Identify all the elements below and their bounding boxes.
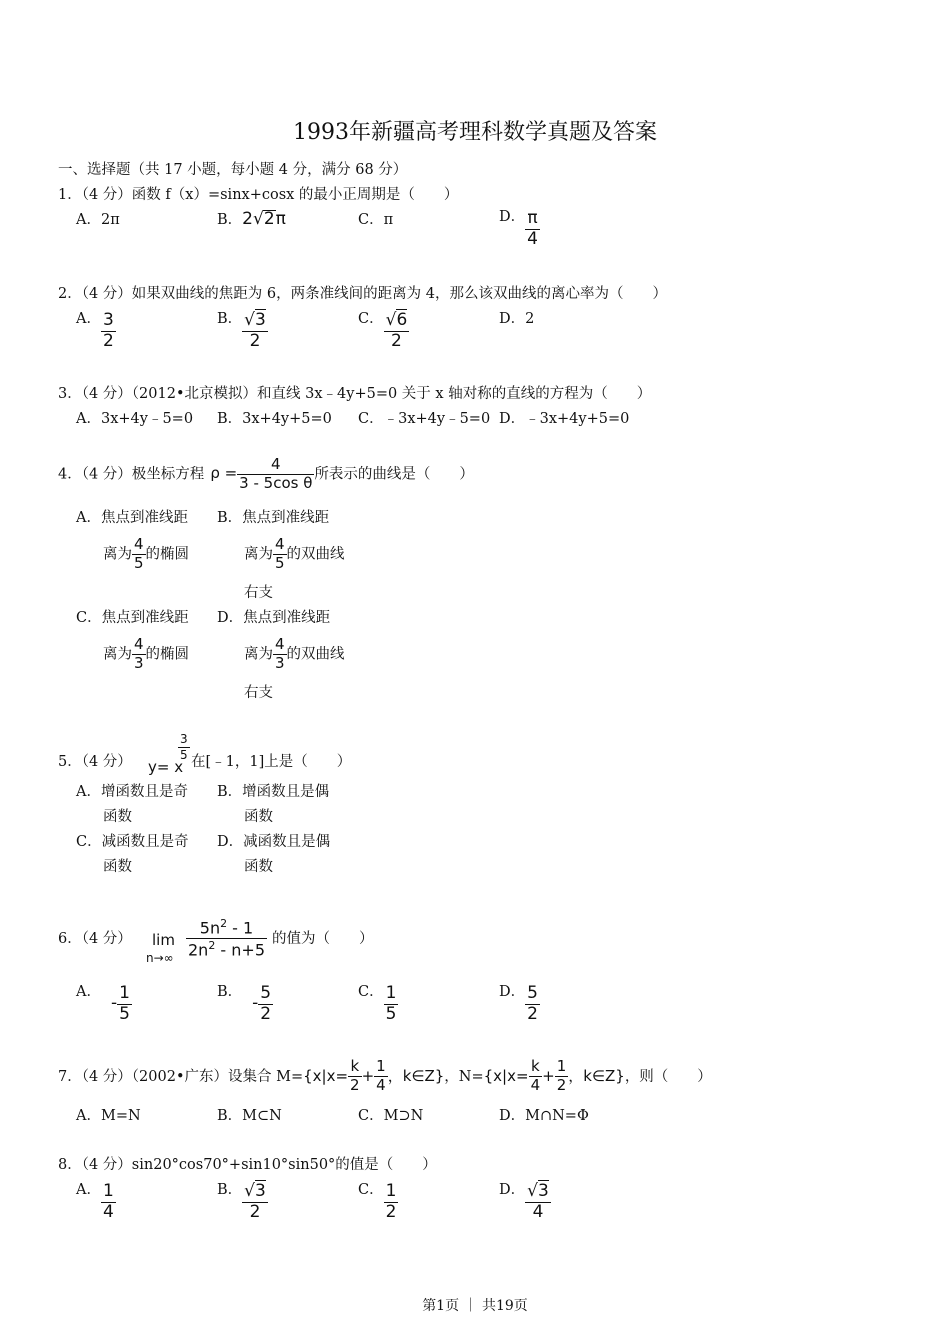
q8-option-d: D． $\frac{√3}{4}$ <box>499 1181 549 1222</box>
q3-option-a: A．3x+4y﹣5=0 <box>76 411 194 427</box>
q1-option-c: C．π <box>358 212 394 228</box>
q4-option-c-line1: C．焦点到准线距 <box>76 610 189 626</box>
q8-option-a: A． $\frac{1}{4}$ <box>76 1181 114 1222</box>
q2-option-b: B． $\frac{√3}{2}$ <box>217 310 266 351</box>
q1-option-d: D． $\frac{\pi}{4}$ <box>499 208 538 249</box>
q1-option-b: B．2√2π <box>217 209 286 229</box>
q5-function: y= x <box>148 758 184 776</box>
page-footer: 第1页 ｜ 共19页 <box>422 1298 528 1314</box>
q5-option-a: A．增函数且是奇 <box>76 784 188 800</box>
question-3-stem: 3．（4 分）（2012•北京模拟）和直线 3x﹣4y+5=0 关于 x 轴对称的直线的方程为（ ） <box>58 386 652 402</box>
q2-option-c: C． $\frac{√6}{2}$ <box>358 310 408 351</box>
q5-stem-tail: 在[﹣1，1]上是（ ） <box>191 754 352 770</box>
question-5-stem: 5．（4 分） <box>58 754 132 770</box>
q6-lim-subscript: n→∞ <box>146 951 174 965</box>
q5-option-a-line2: 函数 <box>103 809 132 825</box>
question-7-stem: 7．（4 分）（2002•广东）设集合 M={x|x= $\frac{k}{2}$ + $\frac{1}{4}$ ，k∈Z}，N={x|x= $\frac{k}{4}$ + $\frac{1}{2}$ ，k∈Z}，则（ ） <box>58 1057 712 1094</box>
q1-option-a: A．2π <box>76 212 120 228</box>
q8-option-c: C． $\frac{1}{2}$ <box>358 1181 397 1222</box>
question-2-stem: 2．（4 分）如果双曲线的焦距为 6，两条准线间的距离为 4，那么该双曲线的离心率为（ ） <box>58 286 667 302</box>
q8-option-b: B． $\frac{√3}{2}$ <box>217 1181 266 1222</box>
q4-option-a-line2: 离为 $\frac{4}{5}$ 的椭圆 <box>103 535 190 572</box>
q4-option-d-line2: 离为 $\frac{4}{3}$ 的双曲线 <box>244 635 345 672</box>
q7-option-a: A．M=N <box>76 1108 141 1124</box>
q5-option-d-line2: 函数 <box>244 859 273 875</box>
fraction: $\frac{\pi}{4}$ <box>527 208 538 249</box>
q5-option-b: B．增函数且是偶 <box>217 784 330 800</box>
q4-option-a-line1: A．焦点到准线距 <box>76 510 188 526</box>
q5-option-b-line2: 函数 <box>244 809 273 825</box>
q4-option-d-line1: D．焦点到准线距 <box>217 610 331 626</box>
q3-option-c: C．﹣3x+4y﹣5=0 <box>358 411 491 427</box>
q4-option-d-line3: 右支 <box>244 685 273 701</box>
q3-option-b: B．3x+4y+5=0 <box>217 411 332 427</box>
q5-option-c: C．减函数且是奇 <box>76 834 189 850</box>
q2-option-a: A． $\frac{3}{2}$ <box>76 310 114 351</box>
q5-option-d: D．减函数且是偶 <box>217 834 331 850</box>
section-heading: 一、选择题（共 17 小题，每小题 4 分，满分 68 分） <box>58 162 408 178</box>
q6-stem-tail: 的值为（ ） <box>272 931 374 947</box>
q6-option-b: B．- $\frac{5}{2}$ <box>217 983 272 1024</box>
question-4-stem: 4．（4 分）极坐标方程 ρ = $\frac{4}{\text{3 - 5cos θ}}$ 所表示的曲线是（ ） <box>58 455 474 492</box>
q6-limit-fraction: $\frac{5n^2 - 1}{2n^2 - n+5}$ <box>188 917 265 960</box>
q4-option-b-line3: 右支 <box>244 585 273 601</box>
question-8-stem: 8．（4 分）sin20°cos70°+sin10°sin50°的值是（ ） <box>58 1157 437 1173</box>
q3-option-d: D．﹣3x+4y+5=0 <box>499 411 630 427</box>
q4-option-c-line2: 离为 $\frac{4}{3}$ 的椭圆 <box>103 635 190 672</box>
q7-option-b: B．M⊂N <box>217 1108 282 1124</box>
question-6-stem: 6．（4 分） <box>58 931 132 947</box>
q6-lim: lim <box>152 931 175 949</box>
question-1-stem: 1．（4 分）函数 f（x）=sinx+cosx 的最小正周期是（ ） <box>58 187 459 203</box>
q4-option-b-line2: 离为 $\frac{4}{5}$ 的双曲线 <box>244 535 345 572</box>
page-title: 1993年新疆高考理科数学真题及答案 <box>293 120 657 145</box>
q5-exponent: $\frac{3}{5}$ <box>180 732 188 762</box>
q7-option-d: D．M∩N=Φ <box>499 1108 589 1124</box>
q7-option-c: C．M⊃N <box>358 1108 424 1124</box>
q6-option-d: D． $\frac{5}{2}$ <box>499 983 538 1024</box>
q4-option-b-line1: B．焦点到准线距 <box>217 510 330 526</box>
q2-option-d: D．2 <box>499 311 535 327</box>
q6-option-a: A．- $\frac{1}{5}$ <box>76 983 130 1024</box>
q6-option-c: C． $\frac{1}{5}$ <box>358 983 397 1024</box>
q5-option-c-line2: 函数 <box>103 859 132 875</box>
